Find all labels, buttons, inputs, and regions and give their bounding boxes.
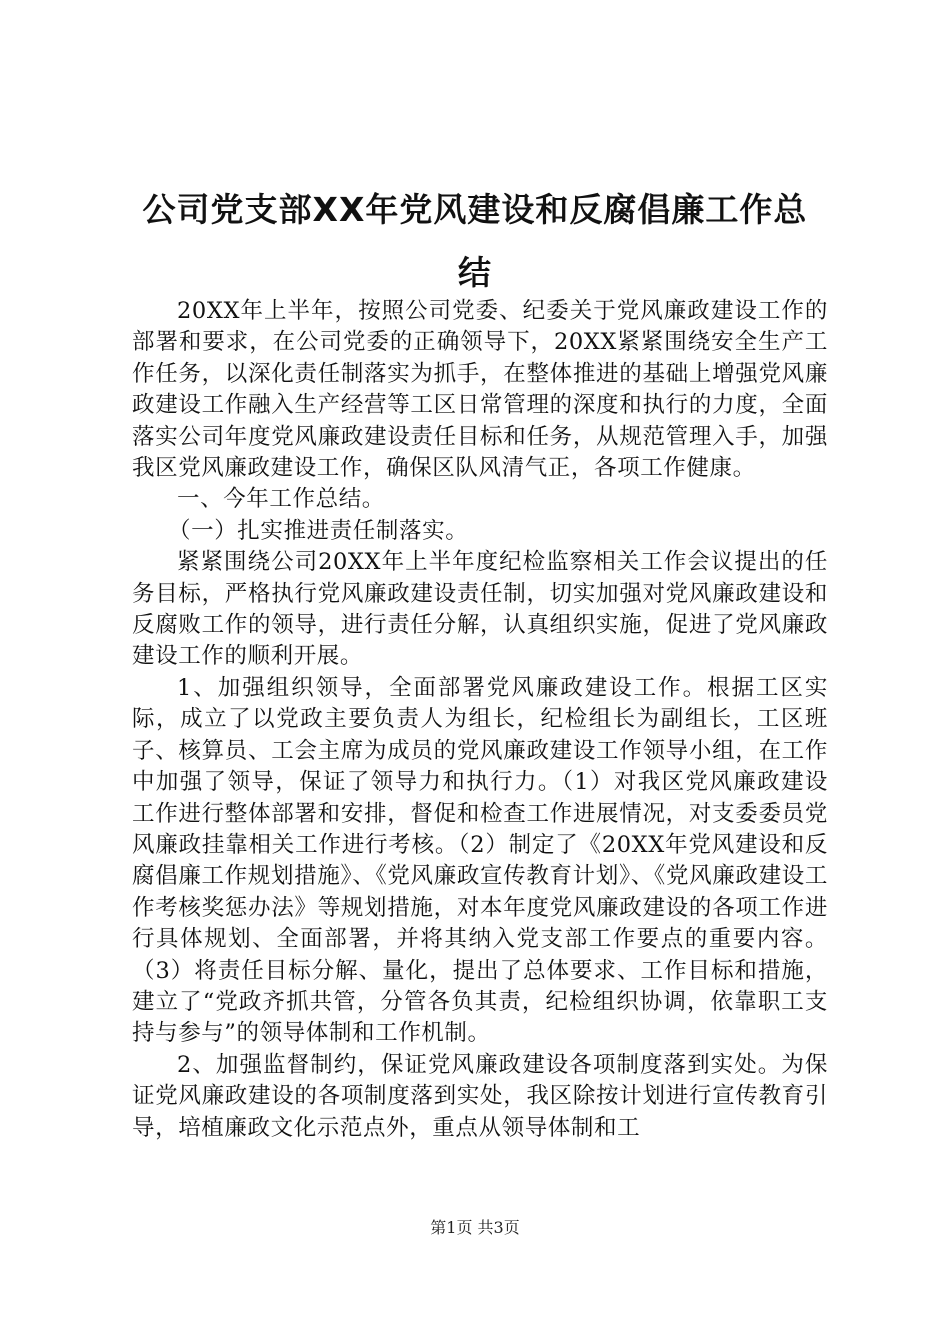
page-number-footer: 第1页 共3页 [430, 1218, 520, 1237]
paragraph: 2、加强监督制约，保证党风廉政建设各项制度落到实处。为保证党风廉政建设的各项制度落到实处，我区除按计划进行宣传教育引导，培植廉政文化示范点外，重点从领导体制和工 [132, 1051, 828, 1141]
paragraph: 1、加强组织领导，全面部署党风廉政建设工作。根据工区实际，成立了以党政主要负责人为组长，纪检组长为副组长，工区班子、核算员、工会主席为成员的党风廉政建设工作领导小组，在工作中加强了领导，保证了领导力和执行力。（1）对我区党风廉政建设工作进行整体部署和安排，督促和检查工作进展情况，对支委委员党风廉政挂靠相关工作进行考核。（2）制定了《20XX年党风建设和反腐倡廉工作规划措施》、《党风廉政宣传教育计划》、《党风廉政建设工作考核奖惩办法》等规划措施，对本年度党风廉政建设的各项工作进行具体规划、全面部署，并将其纳入党支部工作要点的重要内容。（3）将责任目标分解、量化，提出了总体要求、工作目标和措施，建立了“党政齐抓共管，分管各负其责，纪检组织协调，依靠职工支持与参与”的领导体制和工作机制。 [132, 674, 828, 1047]
document-title [120, 178, 830, 304]
title-line-2: 结 [458, 253, 492, 292]
section-heading: 一、今年工作总结。 [177, 486, 385, 513]
paragraph: 紧紧围绕公司20XX年上半年度纪检监察相关工作会议提出的任务目标，严格执行党风廉政建设责任制，切实加强对党风廉政建设和反腐败工作的领导，进行责任分解，认真组织实施，促进了党风廉政建设工作的顺利开展。 [132, 549, 828, 670]
document-body [132, 296, 828, 1144]
subsection-heading: （一）扎实推进责任制落实。 [168, 517, 469, 544]
paragraph-intro: 20XX年上半年，按照公司党委、纪委关于党风廉政建设工作的部署和要求，在公司党委的正确领导下，20XX紧紧围绕安全生产工作任务，以深化责任制落实为抓手，在整体推进的基础上增强党风廉政建设工作融入生产经营等工区日常管理的深度和执行的力度，全面落实公司年度党风廉政建设责任目标和任务，从规范管理入手，加强我区党风廉政建设工作，确保区队风清气正，各项工作健康。 [132, 298, 828, 482]
title-line-1: 公司党支部XX年党风建设和反腐倡廉工作总 [142, 190, 808, 229]
